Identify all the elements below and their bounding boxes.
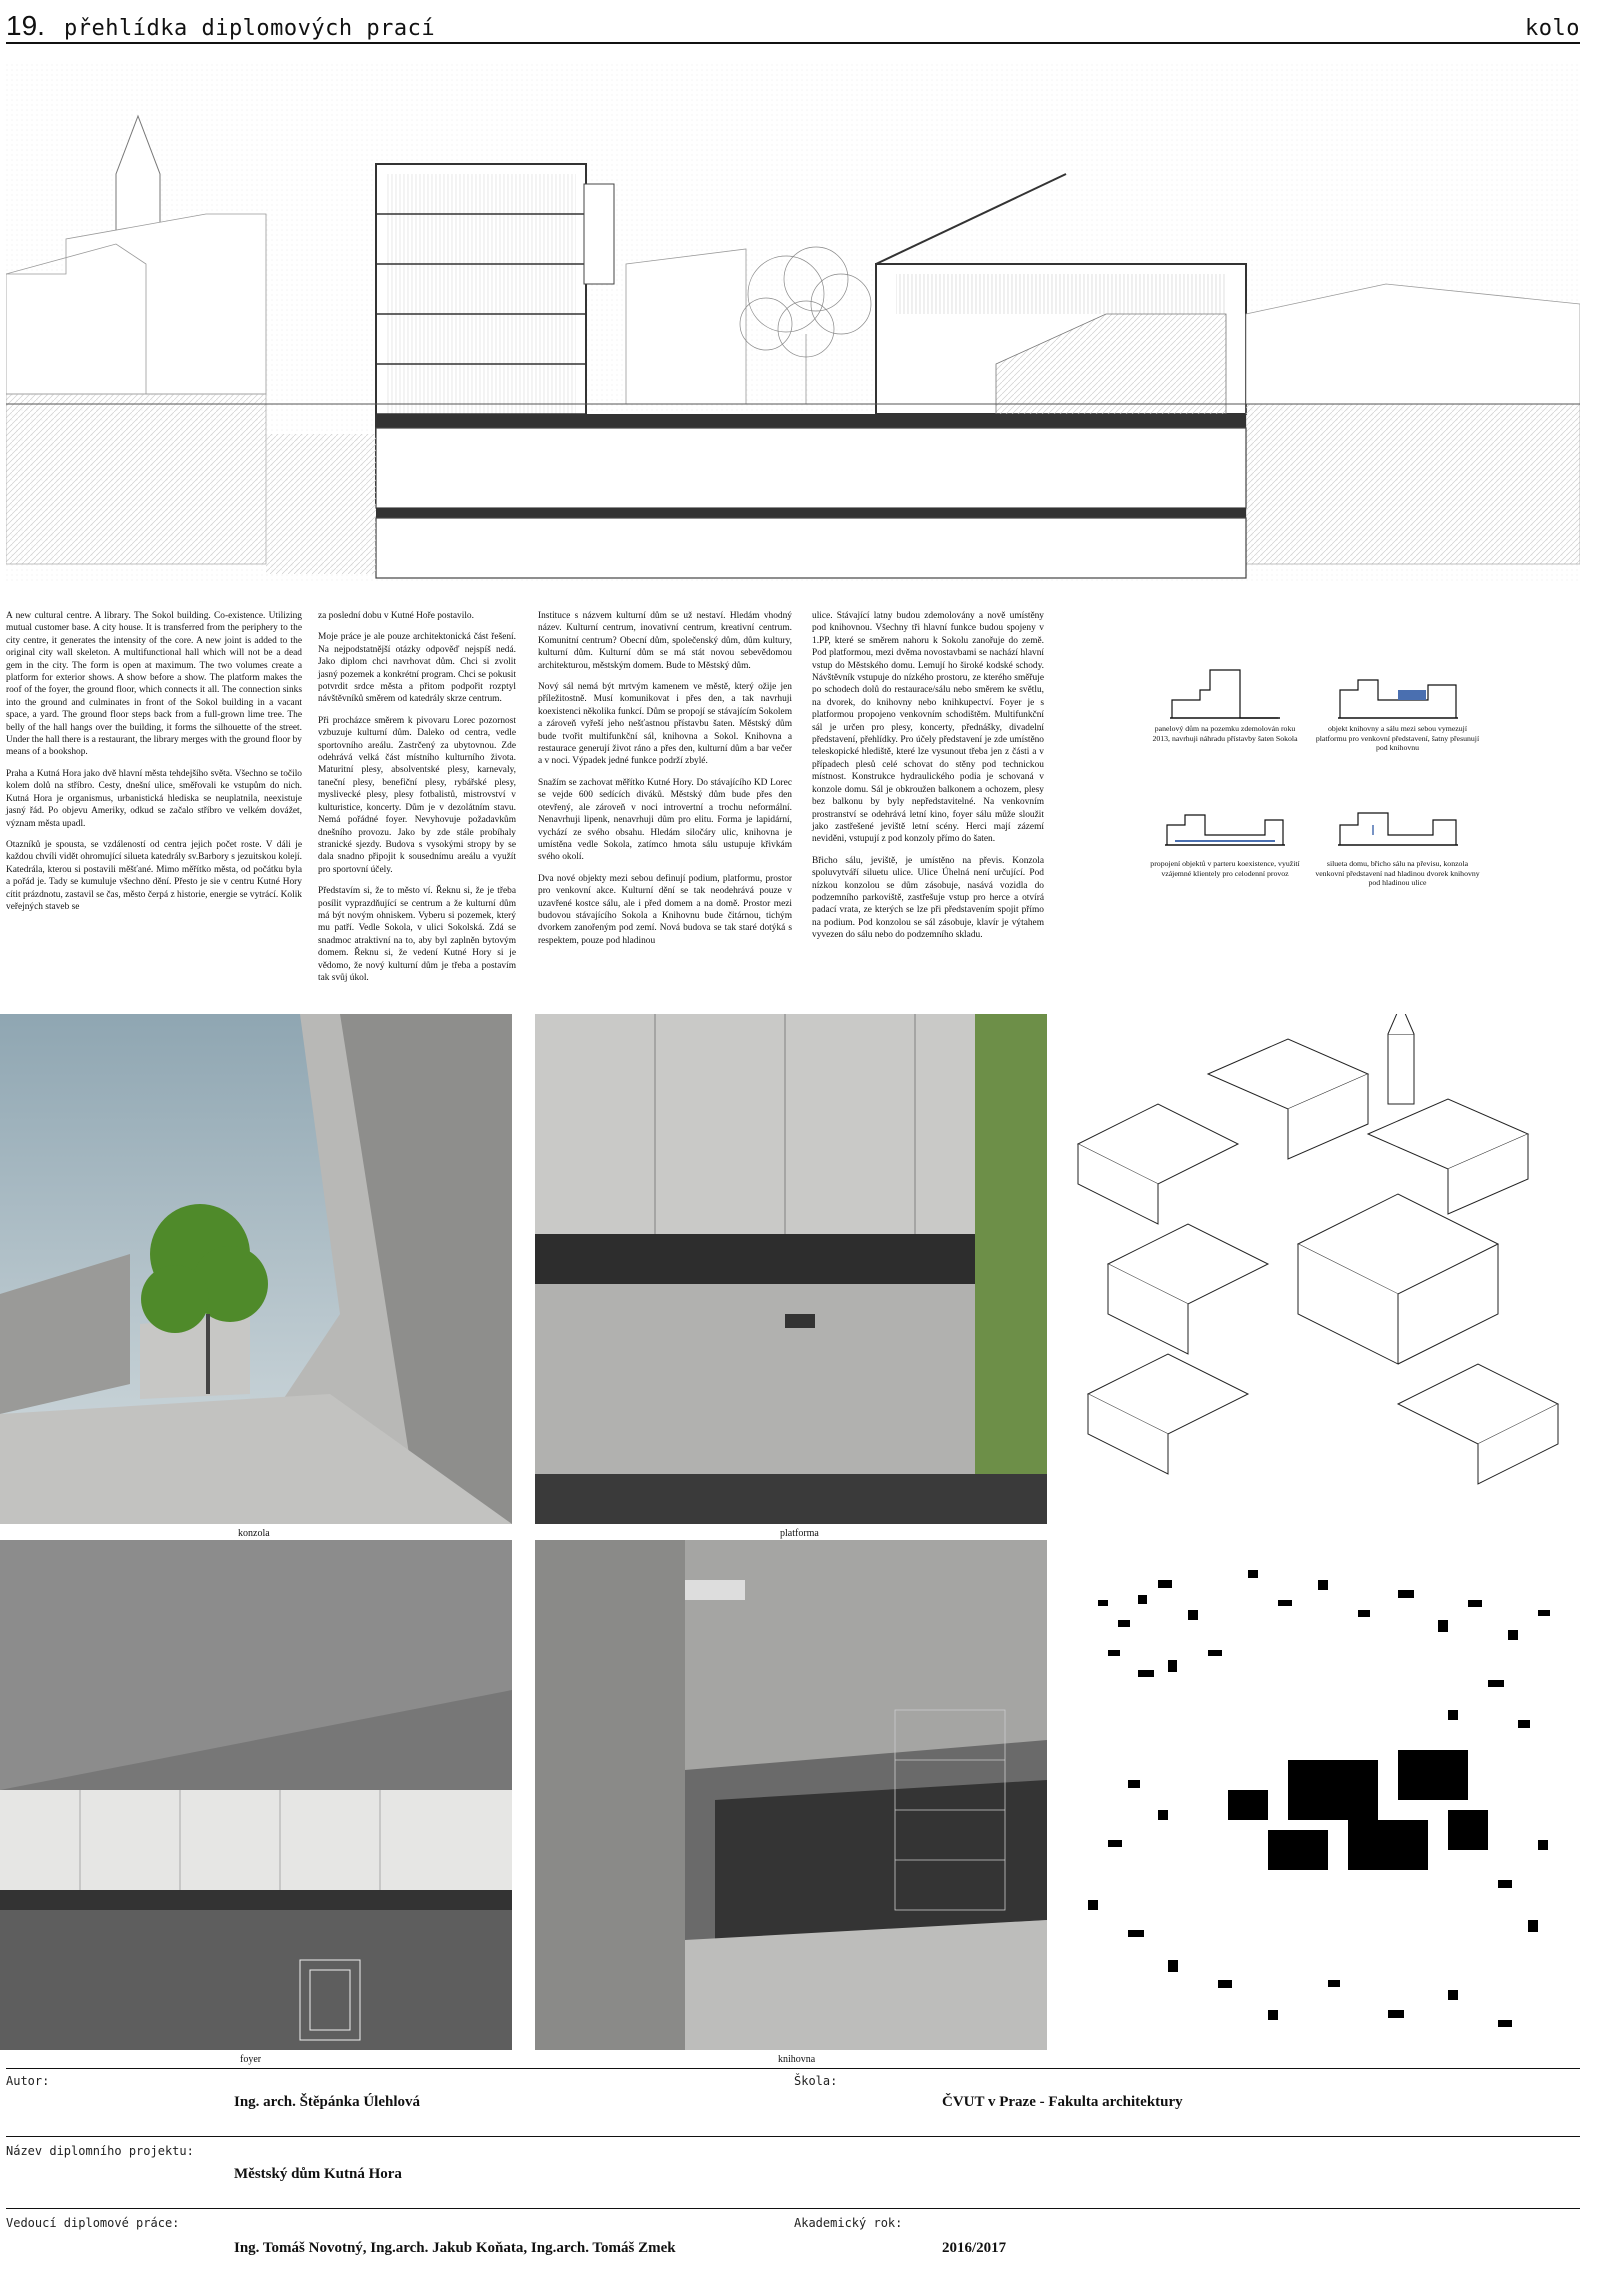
year-label: Akademický rok:	[794, 2216, 903, 2230]
scheme-diagram-icon	[1338, 805, 1458, 855]
scheme-diagram-icon	[1165, 805, 1285, 855]
project-info-footer	[6, 2068, 1580, 2278]
text-column-2	[318, 610, 516, 993]
page-header	[6, 6, 1580, 44]
caption-konzola: konzola	[238, 1528, 270, 1539]
scheme-1	[1150, 660, 1300, 743]
render-platforma	[535, 1014, 1047, 1524]
school-value: ČVUT v Praze - Fakulta architektury	[942, 2094, 1183, 2110]
paragraph: Břicho sálu, jeviště, je umístěno na převis. Konzola spoluvytváří siluetu ulice. Ulice Úhelná není určující. Pod nízkou konzolou se dům zásobuje, nasává vozidla do podzemního parkoviště, zastřešuje vstup pro herce a otvírá padací vrata, ze kterých se lze při představením spojit přímo na podium. Pod konzolou se sál zásobuje, klavír je výtahem vyvezen do sálu nebo do podzemního skladu.	[812, 855, 1044, 941]
scheme-4-caption: silueta domu, břicho sálu na převisu, konzola venkovní představení nad hladinou dvorek knihovny pod hladinou ulice	[1315, 859, 1480, 887]
text-column-1	[6, 610, 302, 922]
english-abstract: A new cultural centre. A library. The Sokol building. Co-existence. Utilizing mutual customer base. A city house. It is transferred from the periphery to the city centre, it generates the intensity of the core. A new joint is added to the original city wall skeleton. A multifunctional hall which will not be a dead gem in the city. The form is open at maximum. The two volumes create a platform for exterior shows. A show before a show. The platform makes the roof of the foyer, the ground floor, which connects it all. The connection sinks into the ground and culminates in front of the Sokol building in a vacant space, a yard. The ground floor steps back from a full-grown lime tree. The belly of the hall hangs over the building, it forms the silhouette of the street. Under the hall there is a restaurant, the library merges with the ground floor by means of a bookshop.	[6, 611, 302, 758]
render-konzola	[0, 1014, 512, 1524]
paragraph: Praha a Kutná Hora jako dvě hlavní města tehdejšího světa. Všechno se točilo kolem dolů na stříbro. Cesty, dnešní ulice, směřovali ke vstupům do nich. Kutná Hora je organismus, urbanistická hlediska se neuplatnila, neexistuje jasný řád. Po objevu Ameriky, odkud se začalo stříbro ve velkém dovážet, význam města upadl.	[6, 768, 302, 829]
scheme-2-caption: objekt knihovny a sálu mezi sebou vymezují platformu pro venkovní představení, šatny přesunují pod knihovnu	[1315, 724, 1480, 752]
caption-knihovna: knihovna	[778, 2054, 816, 2065]
paragraph: Představím si, že to město ví. Řeknu si, že je třeba posílit vyprazdňující se centrum a že kulturní dům má být novým ohniskem. Vyberu si pozemek, který mu patří. Vedle Sokola, v ulici Sokolská. Zdá se snadmoc atraktivní na to, aby byl zaplněn bytovým domem. Řeknu si, že vedení Kutné Hory si je vědomo, že nový kulturní dům je třeba a postavím tak svůj úkol.	[318, 886, 516, 983]
site-plan	[1068, 1540, 1580, 2050]
paragraph: za poslední dobu v Kutné Hoře postavilo.	[318, 611, 474, 621]
paragraph: Snažím se zachovat měřítko Kutné Hory. Do stávajícího KD Lorec se vejde 600 sedících diváků. Městský dům bude přes den otevřený, ale zároveň v noci introvertní a trochu neformální. Nenavrhuji lipenk, nenavrhuji dům pro elitu. Forma je lapidární, vychází ze svého obsahu. Hledám siločáry ulic, knihovna je umístěna vedle Sokola, zatímco hmota sálu ustupuje křivkám svého okolí.	[538, 777, 792, 863]
render-knihovna	[535, 1540, 1047, 2050]
scheme-1-caption: panelový dům na pozemku zdemolován roku 2013, navrhuji náhradu přístavby šaten Sokola	[1152, 724, 1298, 743]
paragraph: Instituce s názvem kulturní dům se už nestaví. Hledám vhodný název. Kulturní centrum, inovativní centrum, kreativní centrum. Komunitní centrum? Obecní dům, společenský dům, dům kultury, kulturní dům. Kulturní dům se má stát novou sebevědomou architekturou, městským domem. Bude to Městský dům.	[538, 611, 792, 671]
paragraph: Otazníků je spousta, se vzdáleností od centra jejich počet roste. V dáli je každou chvíli vidět ohromující silueta katedrály sv.Barbory s jezuitskou kolejí. Katedrála, kterou si postavili měšťané. Mimo měřítko města, od počátku byla a pořád je. Tady se kumuluje všechno dění. Přesto je sie v centru Kutné Hory cítit prázdnotu, zastavil se čas, město čerpá z historie, energie se vytrácí. Kolik veřejných staveb se	[6, 839, 302, 912]
year-value: 2016/2017	[942, 2240, 1007, 2256]
project-value: Městský dům Kutná Hora	[234, 2166, 402, 2182]
paragraph: ulice. Stávající latny budou zdemolovány a nově umístěny pod knihovnou. Všechny tři hlavní funkce budou spojeny v 1.PP, které se směrem nahoru k Sokolu zanořuje do země. Pod platformou, mezi dvěma novostavbami se nachází hlavní vstup do Městského domu. Lemují ho široké kodské schody. Návštěvník vstupuje do nízkého prostoru, ze kterého směřuje po schodech dolů do restaurace/sálu nebo směrem ke světlu, na dvorek, do knihovny nebo knihkupectví. Foyer je s platformou propojeno venkovním schodištěm. Multifunkční sál je určen pro plesy, koncerty, přednášky, divadelní představení, přehlídky. Pro účely představení je zde umístěno teleskopické hlediště, které lze vysunout třeba jen z části a v případech plesů celé schovat do stěny pod technickou místnost. Konstrukce hydraulického podia je schovaná v konzole domu. Sál je obkroužen balkonem a ochozem, plesy bez balkonu by byly nepředstavitelné. Na venkovním prostranství se odehrává letní kino, foyer sálu může sloužit jako zastřešené jeviště letní scény. Herci mají zázemí neviděni, vstupují z pod konzoly přímo do šaten.	[812, 611, 1044, 845]
author-label: Autor:	[6, 2074, 50, 2088]
caption-foyer: foyer	[240, 2054, 262, 2065]
axonometric-drawing	[1068, 1014, 1580, 1524]
school-label: Škola:	[794, 2074, 838, 2088]
paragraph: Při procházce směrem k pivovaru Lorec pozornost vzbuzuje kulturní dům. Daleko od centra, vedle sportovního areálu. Zastrčený za ubytovnou. Zde odehrává velká část místního kulturního života. Maturitní plesy, absolventské plesy, karnevaly, taneční plesy, benefiční plesy, rybářské plesy, myslivecké plesy, plesy fotbalistů, mistrovství v kulturistice, koncerty. Dům je v dezolátním stavu. Nemá pořádné foyer. Nevyhovuje požadavkům dnešního provozu. Jako by zde stále probíhaly stranické sjezdy. Budova s vysokými stropy by se dala snadno připojit k sousednímu areálu a využít pro sportovní účely.	[318, 715, 516, 875]
round-label: kolo	[1525, 16, 1580, 41]
text-column-4	[812, 610, 1044, 951]
scheme-diagram-icon	[1338, 660, 1458, 720]
supervisor-label: Vedoucí diplomové práce:	[6, 2216, 180, 2230]
render-foyer	[0, 1540, 512, 2050]
scheme-3-caption: propojení objektů v parteru koexistence, využití vzájemné klientely pro celodenní provoz	[1150, 859, 1300, 878]
scheme-2	[1315, 660, 1480, 753]
author-value: Ing. arch. Štěpánka Úlehlová	[234, 2094, 421, 2110]
caption-platforma: platforma	[780, 1528, 819, 1539]
page-title: přehlídka diplomových prací	[64, 16, 436, 41]
architectural-section-drawing	[6, 64, 1580, 584]
footer-divider	[6, 2136, 1580, 2137]
scheme-diagram-icon	[1170, 660, 1280, 720]
project-label: Název diplomního projektu:	[6, 2144, 194, 2158]
footer-divider	[6, 2068, 1580, 2069]
scheme-3	[1150, 805, 1300, 878]
paragraph: Moje práce je ale pouze architektonická část řešení. Na nejpodstatnější otázky odpověď nejspíš nedá. Jako diplom chci navrhovat dům. Chci si zvolit jasný pozemek a konkrétní program. Chci se pokusit potvrdit srdce města a přitom podpořit rozptyl návštěvníků směrem od katedrály skrze centrum.	[318, 632, 516, 705]
paragraph: Nový sál nemá být mrtvým kamenem ve městě, který ožije jen příležitostně. Musí komunikovat i přes den, a tak navrhuji koexistenci několika funkcí. Dům se propojí se stávajícím Sokolem a zároveň vyřeší jeho nešťastnou přístavbu šaten. Městský dům bude tvořit multifunkční sál, knihovna a Sokol. Knihovna a restaurace generují život ráno a přes den, kulturní dům a bar večer a v noci. Výpadek jedné funkce podrží zbylé.	[538, 682, 792, 767]
footer-divider	[6, 2208, 1580, 2209]
paragraph: Dva nové objekty mezi sebou definují podium, platformu, prostor pro venkovní akce. Kulturní dění se tak neodehrává pouze v uzavřené kostce sálu, ale i před domem a na domě. Prostor mezi budovou stávajícího Sokola a Knihovnu bude čitárnou, tichým dvorkem zanořeným pod zemí. Nová budova se tak staré dotýká s respektem, pouze pod hladinou	[538, 873, 792, 946]
scheme-4	[1315, 805, 1480, 888]
supervisor-value: Ing. Tomáš Novotný, Ing.arch. Jakub Koňata, Ing.arch. Tomáš Zmek	[234, 2240, 676, 2256]
text-column-3	[538, 610, 792, 956]
page-number: 19.	[6, 10, 45, 41]
